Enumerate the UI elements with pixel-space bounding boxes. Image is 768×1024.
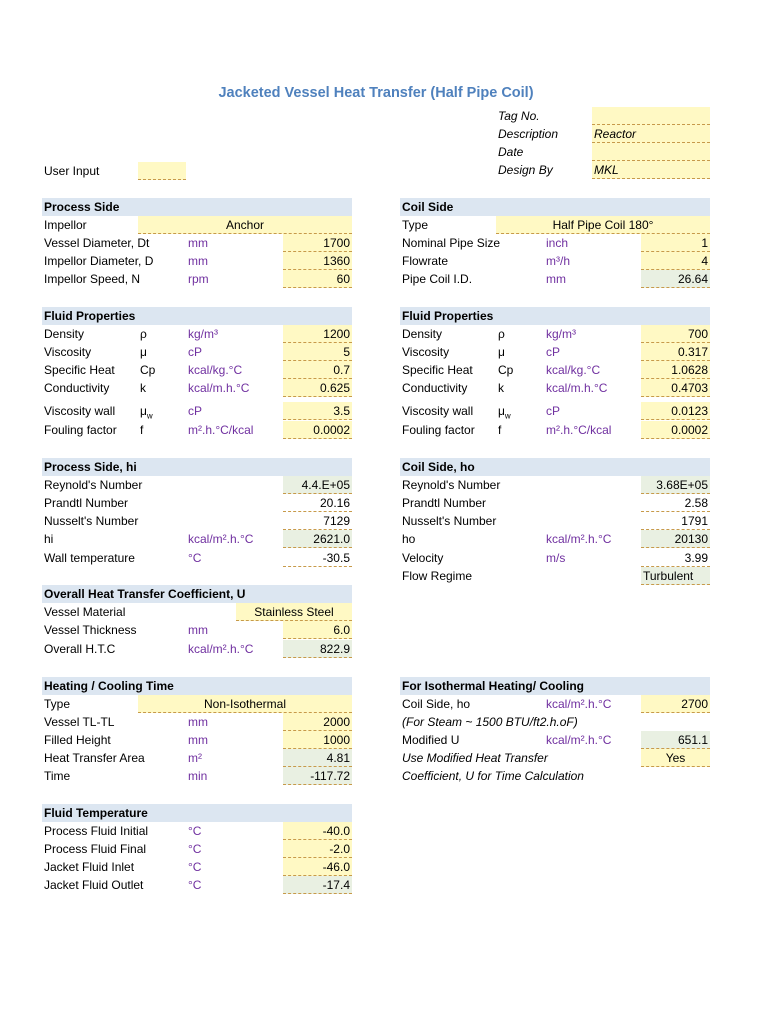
coil-viscosity-wall-label: Viscosity wall [402, 404, 474, 418]
process-viscosity-wall-symbol-text: μ [140, 404, 147, 418]
jacket-fluid-inlet-label: Jacket Fluid Inlet [44, 860, 135, 874]
wall-temp-value: -30.5 [283, 549, 352, 567]
coil-ho-header: Coil Side, ho [400, 458, 710, 476]
process-specific-heat-input[interactable]: 0.7 [283, 361, 352, 379]
velocity-value: 3.99 [641, 549, 710, 567]
process-density-unit: kg/m³ [188, 327, 218, 341]
process-fluid-initial-input[interactable]: -40.0 [283, 822, 352, 840]
jacket-fluid-outlet-value: -17.4 [283, 876, 352, 894]
coil-viscosity-wall-symbol [498, 402, 511, 420]
coil-viscosity-unit: cP [546, 345, 561, 359]
design-by-field[interactable]: MKL [592, 161, 710, 179]
coil-prandtl-label: Prandtl Number [402, 496, 487, 510]
impellor-diameter-unit: mm [188, 254, 208, 268]
overall-htc-value: 822.9 [283, 640, 352, 658]
process-specific-heat-symbol-text: Cp [140, 363, 156, 377]
velocity-label: Velocity [402, 551, 444, 565]
process-viscosity-symbol-text: μ [140, 345, 147, 359]
vessel-thickness-label: Vessel Thickness [44, 623, 137, 637]
coil-fouling-factor-unit: m².h.°C/kcal [546, 423, 612, 437]
overall-u-header: Overall Heat Transfer Coefficient, U [42, 585, 352, 603]
pipe-id-value: 26.64 [641, 270, 710, 288]
vessel-thickness-unit: mm [188, 623, 208, 637]
coil-fouling-factor-input[interactable]: 0.0002 [641, 421, 710, 439]
coil-type-label: Type [402, 218, 429, 232]
impellor-speed-input[interactable]: 60 [283, 270, 352, 288]
ho-value: 20130 [641, 530, 710, 548]
process-fluid-final-unit: °C [188, 842, 202, 856]
process-viscosity-wall-input[interactable]: 3.5 [283, 402, 352, 420]
coil-reynolds-value: 3.68E+05 [641, 476, 710, 494]
coil-fouling-factor-symbol [498, 421, 501, 439]
process-fouling-factor-label: Fouling factor [44, 423, 117, 437]
jacket-fluid-outlet-label: Jacket Fluid Outlet [44, 878, 144, 892]
flowrate-input[interactable]: 4 [641, 252, 710, 270]
coil-fouling-factor-symbol-text: f [498, 423, 502, 437]
coil-nusselt-label: Nusselt's Number [402, 514, 497, 528]
jacket-fluid-outlet-unit: °C [188, 878, 202, 892]
vessel-tl-input[interactable]: 2000 [283, 713, 352, 731]
vessel-tl-unit: mm [188, 715, 208, 729]
vessel-diameter-input[interactable]: 1700 [283, 234, 352, 252]
nominal-pipe-input[interactable]: 1 [641, 234, 710, 252]
process-conductivity-input[interactable]: 0.625 [283, 379, 352, 397]
process-viscosity-wall-unit: cP [188, 404, 203, 418]
process-viscosity-unit: cP [188, 345, 203, 359]
coil-conductivity-symbol-text: k [498, 381, 504, 395]
coil-nusselt-value: 1791 [641, 512, 710, 530]
impellor-speed-unit: rpm [188, 272, 209, 286]
tag-no-label: Tag No. [498, 109, 540, 123]
process-density-symbol-text: ρ [140, 327, 147, 341]
process-reynolds-label: Reynold's Number [44, 478, 143, 492]
process-conductivity-symbol-text: k [140, 381, 146, 395]
coil-type-select[interactable]: Half Pipe Coil 180° [496, 216, 710, 234]
coil-density-symbol [498, 325, 505, 343]
process-nusselt-value: 7129 [283, 512, 352, 530]
coil-reynolds-label: Reynold's Number [402, 478, 501, 492]
modified-u-value: 651.1 [641, 731, 710, 749]
process-viscosity-wall-symbol-sub: w [146, 411, 153, 421]
coil-specific-heat-input[interactable]: 1.0628 [641, 361, 710, 379]
page-title: Jacketed Vessel Heat Transfer (Half Pipe Coil) [218, 85, 534, 101]
process-conductivity-unit: kcal/m.h.°C [188, 381, 250, 395]
ho-unit: kcal/m².h.°C [546, 532, 612, 546]
date-label: Date [498, 145, 524, 159]
jacket-fluid-inlet-unit: °C [188, 860, 202, 874]
process-side-header: Process Side [42, 198, 352, 216]
heat-transfer-area-label: Heat Transfer Area [44, 751, 145, 765]
process-specific-heat-symbol [140, 361, 155, 379]
vessel-material-label: Vessel Material [44, 605, 126, 619]
iso-coil-ho-label: Coil Side, ho [402, 697, 471, 711]
coil-prandtl-value: 2.58 [641, 494, 710, 512]
heating-type-label: Type [44, 697, 71, 711]
coil-viscosity-symbol [498, 343, 505, 361]
pipe-id-unit: mm [546, 272, 566, 286]
heating-time-header: Heating / Cooling Time [42, 677, 352, 695]
ho-label: ho [402, 532, 416, 546]
fluid-temperature-header: Fluid Temperature [42, 804, 352, 822]
isothermal-header: For Isothermal Heating/ Cooling [400, 677, 710, 695]
impellor-select[interactable]: Anchor [138, 216, 352, 234]
coil-density-input[interactable]: 700 [641, 325, 710, 343]
process-conductivity-symbol [140, 379, 146, 397]
modified-u-label: Modified U [402, 733, 460, 747]
process-prandtl-value: 20.16 [283, 494, 352, 512]
coil-viscosity-wall-symbol-sub: w [504, 411, 511, 421]
filled-height-unit: mm [188, 733, 208, 747]
process-reynolds-value: 4.4.E+05 [283, 476, 352, 494]
design-by-label: Design By [498, 163, 553, 177]
coil-fouling-factor-label: Fouling factor [402, 423, 475, 437]
process-viscosity-symbol [140, 343, 147, 361]
user-input-label: User Input [44, 164, 100, 178]
coil-viscosity-symbol-text: μ [498, 345, 505, 359]
process-conductivity-label: Conductivity [44, 381, 110, 395]
pipe-id-label: Pipe Coil I.D. [402, 272, 473, 286]
heating-type-select[interactable]: Non-Isothermal [138, 695, 352, 713]
process-fluid-final-input[interactable]: -2.0 [283, 840, 352, 858]
process-density-label: Density [44, 327, 85, 341]
flowrate-label: Flowrate [402, 254, 449, 268]
hi-unit: kcal/m².h.°C [188, 532, 254, 546]
coil-specific-heat-symbol-text: Cp [498, 363, 514, 377]
process-nusselt-label: Nusselt's Number [44, 514, 139, 528]
hi-value: 2621.0 [283, 530, 352, 548]
velocity-unit: m/s [546, 551, 566, 565]
modified-u-unit: kcal/m².h.°C [546, 733, 612, 747]
process-hi-header: Process Side, hi [42, 458, 352, 476]
impellor-speed-label: Impellor Speed, N [44, 272, 141, 286]
process-density-symbol [140, 325, 147, 343]
flow-regime-label: Flow Regime [402, 569, 473, 583]
time-label: Time [44, 769, 71, 783]
coil-viscosity-wall-symbol-text: μ [498, 404, 505, 418]
coil-viscosity-wall-input[interactable]: 0.0123 [641, 402, 710, 420]
flow-regime-value: Turbulent [641, 567, 710, 585]
iso-coil-ho-input[interactable]: 2700 [641, 695, 710, 713]
process-fluid-initial-label: Process Fluid Initial [44, 824, 149, 838]
vessel-diameter-label: Vessel Diameter, Dt [44, 236, 150, 250]
impellor-diameter-label: Impellor Diameter, D [44, 254, 154, 268]
heat-transfer-area-value: 4.81 [283, 749, 352, 767]
vessel-thickness-input[interactable]: 6.0 [283, 621, 352, 639]
coil-specific-heat-unit: kcal/kg.°C [546, 363, 601, 377]
coil-conductivity-input[interactable]: 0.4703 [641, 379, 710, 397]
coil-specific-heat-symbol [498, 361, 513, 379]
impellor-label: Impellor [44, 218, 87, 232]
coil-conductivity-unit: kcal/m.h.°C [546, 381, 608, 395]
fluid-properties-coil-header: Fluid Properties [400, 307, 710, 325]
process-viscosity-wall-label: Viscosity wall [44, 404, 116, 418]
process-fluid-initial-unit: °C [188, 824, 202, 838]
coil-conductivity-symbol [498, 379, 504, 397]
coil-specific-heat-label: Specific Heat [402, 363, 473, 377]
process-fouling-factor-input[interactable]: 0.0002 [283, 421, 352, 439]
steam-note: (For Steam ~ 1500 BTU/ft2.h.oF) [402, 715, 578, 729]
heat-transfer-area-unit: m² [188, 751, 202, 765]
process-viscosity-label: Viscosity [44, 345, 92, 359]
process-viscosity-wall-symbol [140, 402, 153, 420]
process-viscosity-input[interactable]: 5 [283, 343, 352, 361]
use-modified-label-2: Coefficient, U for Time Calculation [402, 769, 584, 783]
coil-density-label: Density [402, 327, 443, 341]
process-density-input[interactable]: 1200 [283, 325, 352, 343]
date-field[interactable] [592, 143, 710, 161]
coil-viscosity-input[interactable]: 0.317 [641, 343, 710, 361]
time-value: -117.72 [283, 767, 352, 785]
wall-temp-label: Wall temperature [44, 551, 135, 565]
iso-coil-ho-unit: kcal/m².h.°C [546, 697, 612, 711]
nominal-pipe-label: Nominal Pipe Size [402, 236, 501, 250]
jacket-fluid-inlet-input[interactable]: -46.0 [283, 858, 352, 876]
process-fluid-final-label: Process Fluid Final [44, 842, 147, 856]
process-prandtl-label: Prandtl Number [44, 496, 129, 510]
nominal-pipe-unit: inch [546, 236, 569, 250]
process-specific-heat-label: Specific Heat [44, 363, 115, 377]
filled-height-input[interactable]: 1000 [283, 731, 352, 749]
process-specific-heat-unit: kcal/kg.°C [188, 363, 243, 377]
vessel-tl-label: Vessel TL-TL [44, 715, 115, 729]
use-modified-label: Use Modified Heat Transfer [402, 751, 548, 765]
flowrate-unit: m³/h [546, 254, 570, 268]
description-field[interactable]: Reactor [592, 125, 710, 143]
process-fouling-factor-unit: m².h.°C/kcal [188, 423, 254, 437]
filled-height-label: Filled Height [44, 733, 111, 747]
hi-label: hi [44, 532, 54, 546]
user-input-swatch [138, 162, 186, 180]
coil-viscosity-label: Viscosity [402, 345, 450, 359]
vessel-diameter-unit: mm [188, 236, 208, 250]
wall-temp-unit: °C [188, 551, 202, 565]
process-fouling-factor-symbol-text: f [140, 423, 144, 437]
coil-density-unit: kg/m³ [546, 327, 576, 341]
vessel-material-select[interactable]: Stainless Steel [236, 603, 352, 621]
description-label: Description [498, 127, 559, 141]
time-unit: min [188, 769, 208, 783]
process-fouling-factor-symbol [140, 421, 143, 439]
coil-density-symbol-text: ρ [498, 327, 505, 341]
coil-conductivity-label: Conductivity [402, 381, 468, 395]
use-modified-select[interactable]: Yes [641, 749, 710, 767]
tag-no-field[interactable] [592, 107, 710, 125]
fluid-properties-process-header: Fluid Properties [42, 307, 352, 325]
coil-viscosity-wall-unit: cP [546, 404, 561, 418]
overall-htc-unit: kcal/m².h.°C [188, 642, 254, 656]
impellor-diameter-input[interactable]: 1360 [283, 252, 352, 270]
overall-htc-label: Overall H.T.C [44, 642, 116, 656]
coil-side-header: Coil Side [400, 198, 710, 216]
